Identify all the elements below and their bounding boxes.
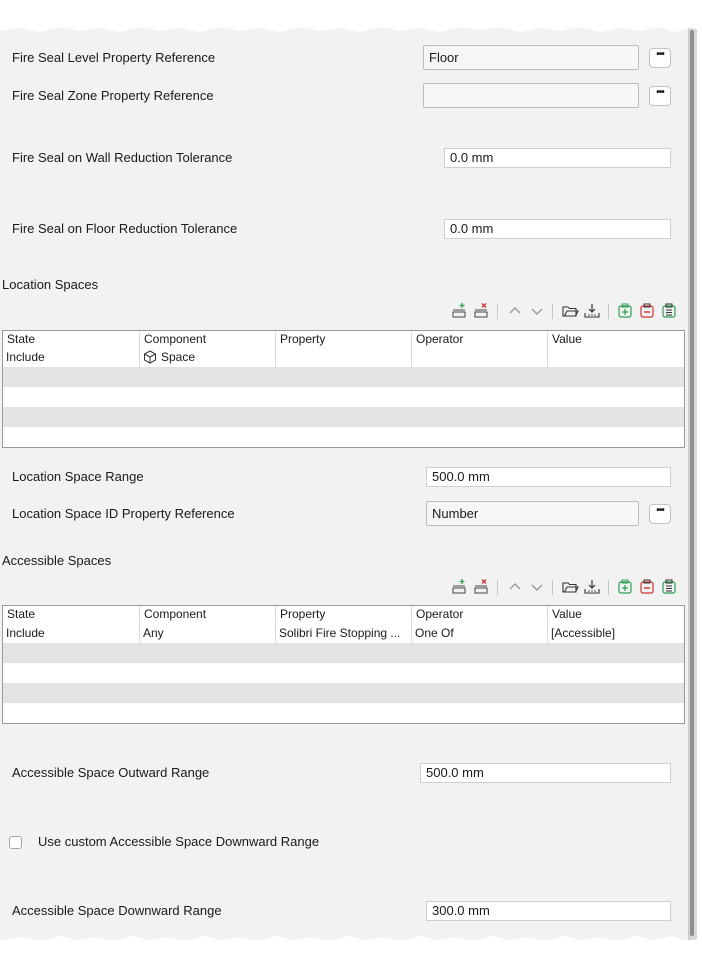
table-header xyxy=(3,606,684,622)
move-down-icon[interactable] xyxy=(528,302,546,320)
location-id-ref-label: Location Space ID Property Reference xyxy=(12,506,235,521)
cell-value[interactable]: [Accessible] xyxy=(551,626,616,640)
clear-filter-icon[interactable] xyxy=(660,578,678,596)
open-folder-icon[interactable] xyxy=(561,302,579,320)
scrollbar-thumb[interactable] xyxy=(690,30,694,936)
column-header-state[interactable]: State xyxy=(3,331,140,347)
add-row-icon[interactable] xyxy=(450,578,468,596)
level-ref-label: Fire Seal Level Property Reference xyxy=(12,50,216,65)
empty-row xyxy=(3,683,684,703)
remove-filter-icon[interactable] xyxy=(638,578,656,596)
cell-state[interactable]: Include xyxy=(3,347,140,367)
column-header-operator[interactable]: Operator xyxy=(412,606,548,622)
move-down-icon[interactable] xyxy=(528,578,546,596)
custom-downward-label[interactable]: Use custom Accessible Space Downward Range xyxy=(38,834,320,849)
cell-state[interactable]: Include xyxy=(3,623,140,643)
import-icon[interactable] xyxy=(583,578,601,596)
column-header-property[interactable]: Property xyxy=(276,331,412,347)
cell-operator[interactable] xyxy=(412,347,548,367)
open-folder-icon[interactable] xyxy=(561,578,579,596)
column-header-component[interactable]: Component xyxy=(140,606,276,622)
table-row[interactable] xyxy=(3,347,684,367)
remove-filter-icon[interactable] xyxy=(638,302,656,320)
torn-edge-top xyxy=(0,0,702,34)
cube-icon xyxy=(143,350,157,364)
column-header-property[interactable]: Property xyxy=(276,606,412,622)
accessible-downward-label: Accessible Space Downward Range xyxy=(12,903,222,918)
column-header-component[interactable]: Component xyxy=(140,331,276,347)
column-header-operator[interactable]: Operator xyxy=(412,331,548,347)
location-spaces-title: Location Spaces xyxy=(2,277,99,292)
custom-downward-checkbox[interactable] xyxy=(9,836,22,849)
table-header xyxy=(3,331,684,347)
zone-ref-label: Fire Seal Zone Property Reference xyxy=(12,88,214,103)
column-header-value[interactable]: Value xyxy=(552,607,582,621)
location-id-ref-field[interactable]: Number xyxy=(426,501,639,526)
remove-row-icon[interactable] xyxy=(472,302,490,320)
table-row[interactable] xyxy=(3,623,684,643)
empty-row xyxy=(3,407,684,427)
empty-row xyxy=(3,663,684,683)
zone-ref-more-button[interactable]: ••• xyxy=(649,86,671,106)
cell-component[interactable] xyxy=(140,347,276,367)
location-id-ref-more-button[interactable]: ••• xyxy=(649,504,671,524)
move-up-icon[interactable] xyxy=(506,302,524,320)
empty-row xyxy=(3,427,684,447)
location-spaces-table[interactable] xyxy=(2,330,685,448)
empty-row xyxy=(3,703,684,723)
wall-tolerance-input[interactable]: 0.0 mm xyxy=(444,148,671,168)
cell-value[interactable] xyxy=(548,347,684,367)
cell-property[interactable] xyxy=(276,347,412,367)
empty-row xyxy=(3,367,684,387)
location-spaces-toolbar xyxy=(450,302,682,322)
zone-ref-field[interactable] xyxy=(423,83,639,108)
floor-tolerance-input[interactable]: 0.0 mm xyxy=(444,219,671,239)
floor-tolerance-label: Fire Seal on Floor Reduction Tolerance xyxy=(12,221,238,236)
accessible-downward-input[interactable]: 300.0 mm xyxy=(426,901,671,921)
move-up-icon[interactable] xyxy=(506,578,524,596)
column-header-state[interactable]: State xyxy=(3,606,140,622)
add-filter-icon[interactable] xyxy=(616,578,634,596)
column-header-value[interactable]: Value xyxy=(552,332,582,346)
cell-operator[interactable]: One Of xyxy=(412,623,548,643)
remove-row-icon[interactable] xyxy=(472,578,490,596)
wall-tolerance-label: Fire Seal on Wall Reduction Tolerance xyxy=(12,150,233,165)
add-row-icon[interactable] xyxy=(450,302,468,320)
level-ref-field[interactable]: Floor xyxy=(423,45,639,70)
accessible-spaces-table[interactable] xyxy=(2,605,685,724)
accessible-spaces-toolbar xyxy=(450,578,682,598)
torn-edge-bottom xyxy=(0,930,702,966)
cell-component-text: Space xyxy=(161,350,196,364)
empty-row xyxy=(3,643,684,663)
cell-property[interactable]: Solibri Fire Stopping ... xyxy=(276,623,412,643)
accessible-spaces-title: Accessible Spaces xyxy=(2,553,112,568)
accessible-outward-input[interactable]: 500.0 mm xyxy=(420,763,671,783)
location-range-input[interactable]: 500.0 mm xyxy=(426,467,671,487)
import-icon[interactable] xyxy=(583,302,601,320)
add-filter-icon[interactable] xyxy=(616,302,634,320)
level-ref-more-button[interactable]: ••• xyxy=(649,48,671,68)
accessible-outward-label: Accessible Space Outward Range xyxy=(12,765,210,780)
clear-filter-icon[interactable] xyxy=(660,302,678,320)
location-range-label: Location Space Range xyxy=(12,469,144,484)
empty-row xyxy=(3,387,684,407)
cell-component[interactable]: Any xyxy=(140,623,276,643)
